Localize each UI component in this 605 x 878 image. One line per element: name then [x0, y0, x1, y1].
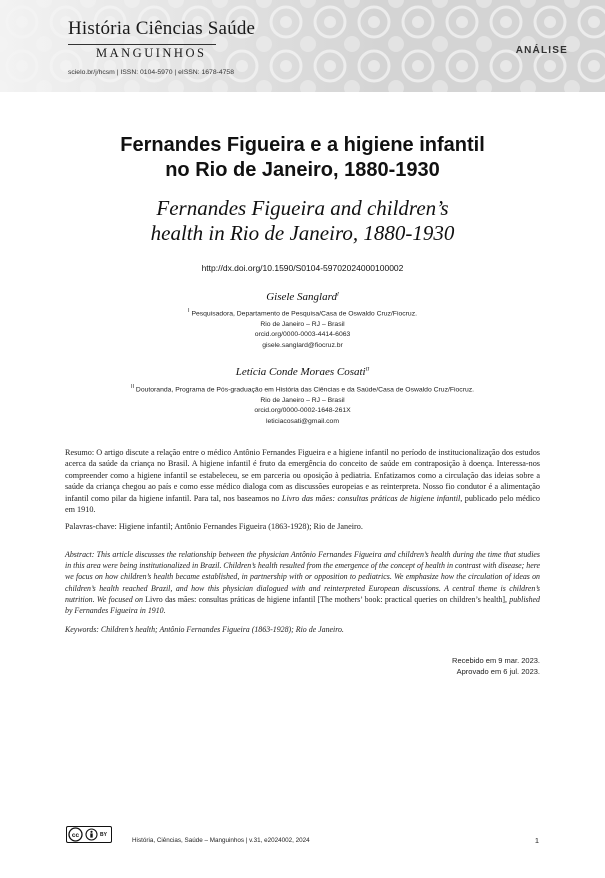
abstract-pt-ending: , publicado pelo médico em 1910.	[65, 493, 540, 515]
title-portuguese	[0, 133, 605, 183]
journal-subtitle: MANGUINHOS	[96, 46, 207, 60]
page-number: 1	[534, 836, 539, 845]
orcid-link[interactable]: orcid.org/0000-0003-4414-6063	[254, 331, 351, 339]
cc-by-license-badge[interactable]	[66, 826, 112, 843]
author-mark: I	[336, 291, 339, 298]
keywords-english: Keywords: Children’s health; Antônio Fernandes Figueira (1863-1928); Rio de Janeiro.	[65, 625, 344, 634]
abstract-english	[65, 549, 540, 616]
keywords-portuguese: Palavras-chave: Higiene infantil; Antônio Fernandes Figueira (1863-1928); Rio de Janeiro.	[65, 522, 363, 531]
aff-location: Rio de Janeiro – RJ – Brasil	[260, 396, 345, 404]
abstract-pt-book-title: Livro das mães: consultas práticas de higiene infantil	[281, 493, 461, 503]
abstract-en-text: Abstract: This article discusses the relationship between the physician Antônio Fernandes Figueira and children’s health during the time that studies in this area were being institutionalized in Brazil. Children’s health resulted from the emergence of the concept of health in contrast with disease; here we focus on how children’s health became established, in partnership with or opposition to pediatrics. We emphasize how the circulation of ideas on children’s health reached Brazil, and how this physician dialogued with and reinterpreted European discussions. A central theme is children’s nutrition. We focused on	[65, 550, 540, 604]
abstract-pt-text: Resumo: O artigo discute a relação entre o médico Antônio Fernandes Figueira e a higiene infantil no período de institucionalização dos estudos acerca da saúde da criança no Brasil. A higiene infantil é fruto da emergência do conceito de saúde em contraposição à doença. Interessa-nos compreender como a higiene infantil se estabeleceu, se em parceria ou oposição à pediatria. Enfatizamos como a circulação das ideias sobre a saúde da criança chegou ao país e como esse médico dialoga com as discussões europeias e as reinterpreta. Nosso fio condutor é a alimentação infantil como pilar da higiene infantil. Para tal, nos baseamos no	[65, 448, 540, 503]
header-pattern	[0, 0, 605, 92]
author-name-text: Gisele Sanglard	[266, 291, 337, 303]
svg-text:cc: cc	[71, 832, 80, 839]
title-pt-line-2: no Rio de Janeiro, 1880-1930	[165, 159, 440, 181]
aff-institution: Pesquisadora, Departamento de Pesquisa/Casa de Oswaldo Cruz/Fiocruz.	[191, 310, 417, 318]
attribution-icon	[85, 827, 98, 842]
footer-citation: História, Ciências, Saúde – Manguinhos | v.31, e2024002, 2024	[132, 837, 310, 844]
journal-header	[0, 0, 605, 92]
author-2-affiliation	[0, 382, 605, 427]
received-date: Recebido em 9 mar. 2023.	[452, 656, 540, 665]
cc-by-label: BY	[100, 831, 107, 838]
title-en-line-2: health in Rio de Janeiro, 1880-1930	[150, 221, 455, 245]
author-1-name	[0, 291, 605, 303]
author-1-affiliation	[0, 306, 605, 351]
aff-location: Rio de Janeiro – RJ – Brasil	[260, 320, 345, 328]
doi-link[interactable]: http://dx.doi.org/10.1590/S0104-59702024000100002	[201, 263, 404, 273]
creative-commons-icon	[68, 827, 83, 842]
issn-line: scielo.br/j/hcsm | ISSN: 0104-5970 | eISSN: 1678-4758	[68, 69, 234, 76]
title-en-line-1: Fernandes Figueira and children’s	[156, 196, 449, 220]
aff-institution: Doutoranda, Programa de Pós-graduação em História das Ciências e da Saúde/Casa de Oswaldo Cruz/Fiocruz.	[135, 386, 475, 394]
email-link[interactable]: gisele.sanglard@fiocruz.br	[262, 341, 343, 349]
title-pt-line-1: Fernandes Figueira e a higiene infantil	[120, 134, 485, 156]
email-link[interactable]: leticiacosati@gmail.com	[265, 417, 339, 425]
abstract-en-book-title: Livro das mães: consultas práticas de higiene infantil [The mothers’ book: practical queries on children’s health]	[145, 594, 505, 604]
journal-divider	[68, 44, 216, 45]
aff-mark: I	[188, 308, 190, 314]
author-mark: II	[365, 366, 370, 373]
submission-dates	[452, 655, 540, 677]
aff-mark: II	[130, 384, 135, 390]
orcid-link[interactable]: orcid.org/0000-0002-1648-261X	[254, 407, 351, 415]
author-2-name	[0, 366, 605, 378]
author-name-text: Letícia Conde Moraes Cosati	[235, 366, 366, 378]
title-english	[0, 196, 605, 246]
abstract-en-ending: , published by Fernandes Figueira in 1910.	[65, 594, 540, 616]
section-label: ANÁLISE	[515, 45, 568, 56]
journal-name: História Ciências Saúde	[68, 18, 256, 39]
approved-date: Aprovado em 6 jul. 2023.	[456, 667, 540, 676]
abstract-portuguese	[65, 447, 540, 515]
